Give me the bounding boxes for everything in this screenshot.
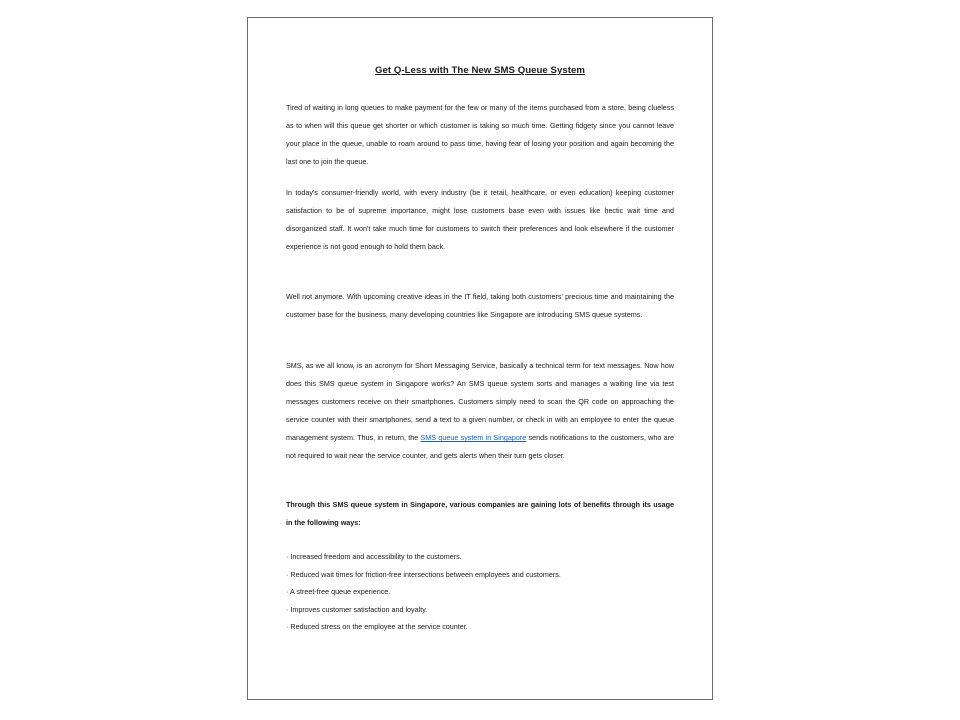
list-item: · Increased freedom and accessibility to the customers. bbox=[286, 552, 462, 561]
document-title: Get Q-Less with The New SMS Queue System bbox=[375, 65, 585, 76]
paragraph-4-text-before: SMS, as we all know, is an acronym for Short Messaging Service, basically a technical term for text messages. Now how does this SMS queue system in Singapore works? An SMS queue system sorts and manages a waiting line via test messages customers receive on their smartphones. Customers simply need to scan the QR code on approaching the service counter with their smartphones, send a text to a given number, or check in with an employee to enter the queue management system. Thus, in return, the bbox=[286, 361, 674, 442]
sms-queue-system-link[interactable]: SMS queue system in Singapore bbox=[420, 433, 527, 442]
paragraph-4 bbox=[286, 357, 674, 465]
list-item: · Reduced wait times for friction-free intersections between employees and customers. bbox=[286, 569, 561, 579]
benefits-intro: Through this SMS queue system in Singapore, various companies are gaining lots of benefits through its usage in the following ways: bbox=[286, 500, 674, 527]
list-item: · Improves customer satisfaction and loyalty. bbox=[286, 604, 428, 614]
list-item: · Reduced stress on the employee at the service counter. bbox=[286, 622, 468, 632]
document-page bbox=[247, 17, 713, 700]
paragraph-2: In today's consumer-friendly world, with every industry (be it retail, healthcare, or even education) keeping customer satisfaction to be of supreme importance, might lose customers base even with issues like hectic wait time and disorganized staff. It won't take much time for customers to switch their preferences and look elsewhere if the customer experience is not good enough to hold them back. bbox=[286, 188, 674, 251]
paragraph-1: Tired of waiting in long queues to make payment for the few or many of the items purchased from a store, being clueless as to when will this queue get shorter or which customer is taking so much time. Getting fidgety since you cannot leave your place in the queue, unable to roam around to pass time, having fear of losing your position and again becoming the last one to join the queue. bbox=[286, 103, 674, 166]
benefits-list bbox=[286, 548, 674, 636]
paragraph-4-text-after: sends notifications to the customers, who are not required to wait near the service counter, and gets alerts when their turn gets closer. bbox=[286, 433, 674, 460]
paragraph-3: Well not anymore. With upcoming creative ideas in the IT field, taking both customers' precious time and maintaining the customer base for the business, many developing countries like Singapore are introducing SMS queue systems. bbox=[286, 292, 674, 319]
list-item: · A street-free queue experience. bbox=[286, 587, 391, 597]
